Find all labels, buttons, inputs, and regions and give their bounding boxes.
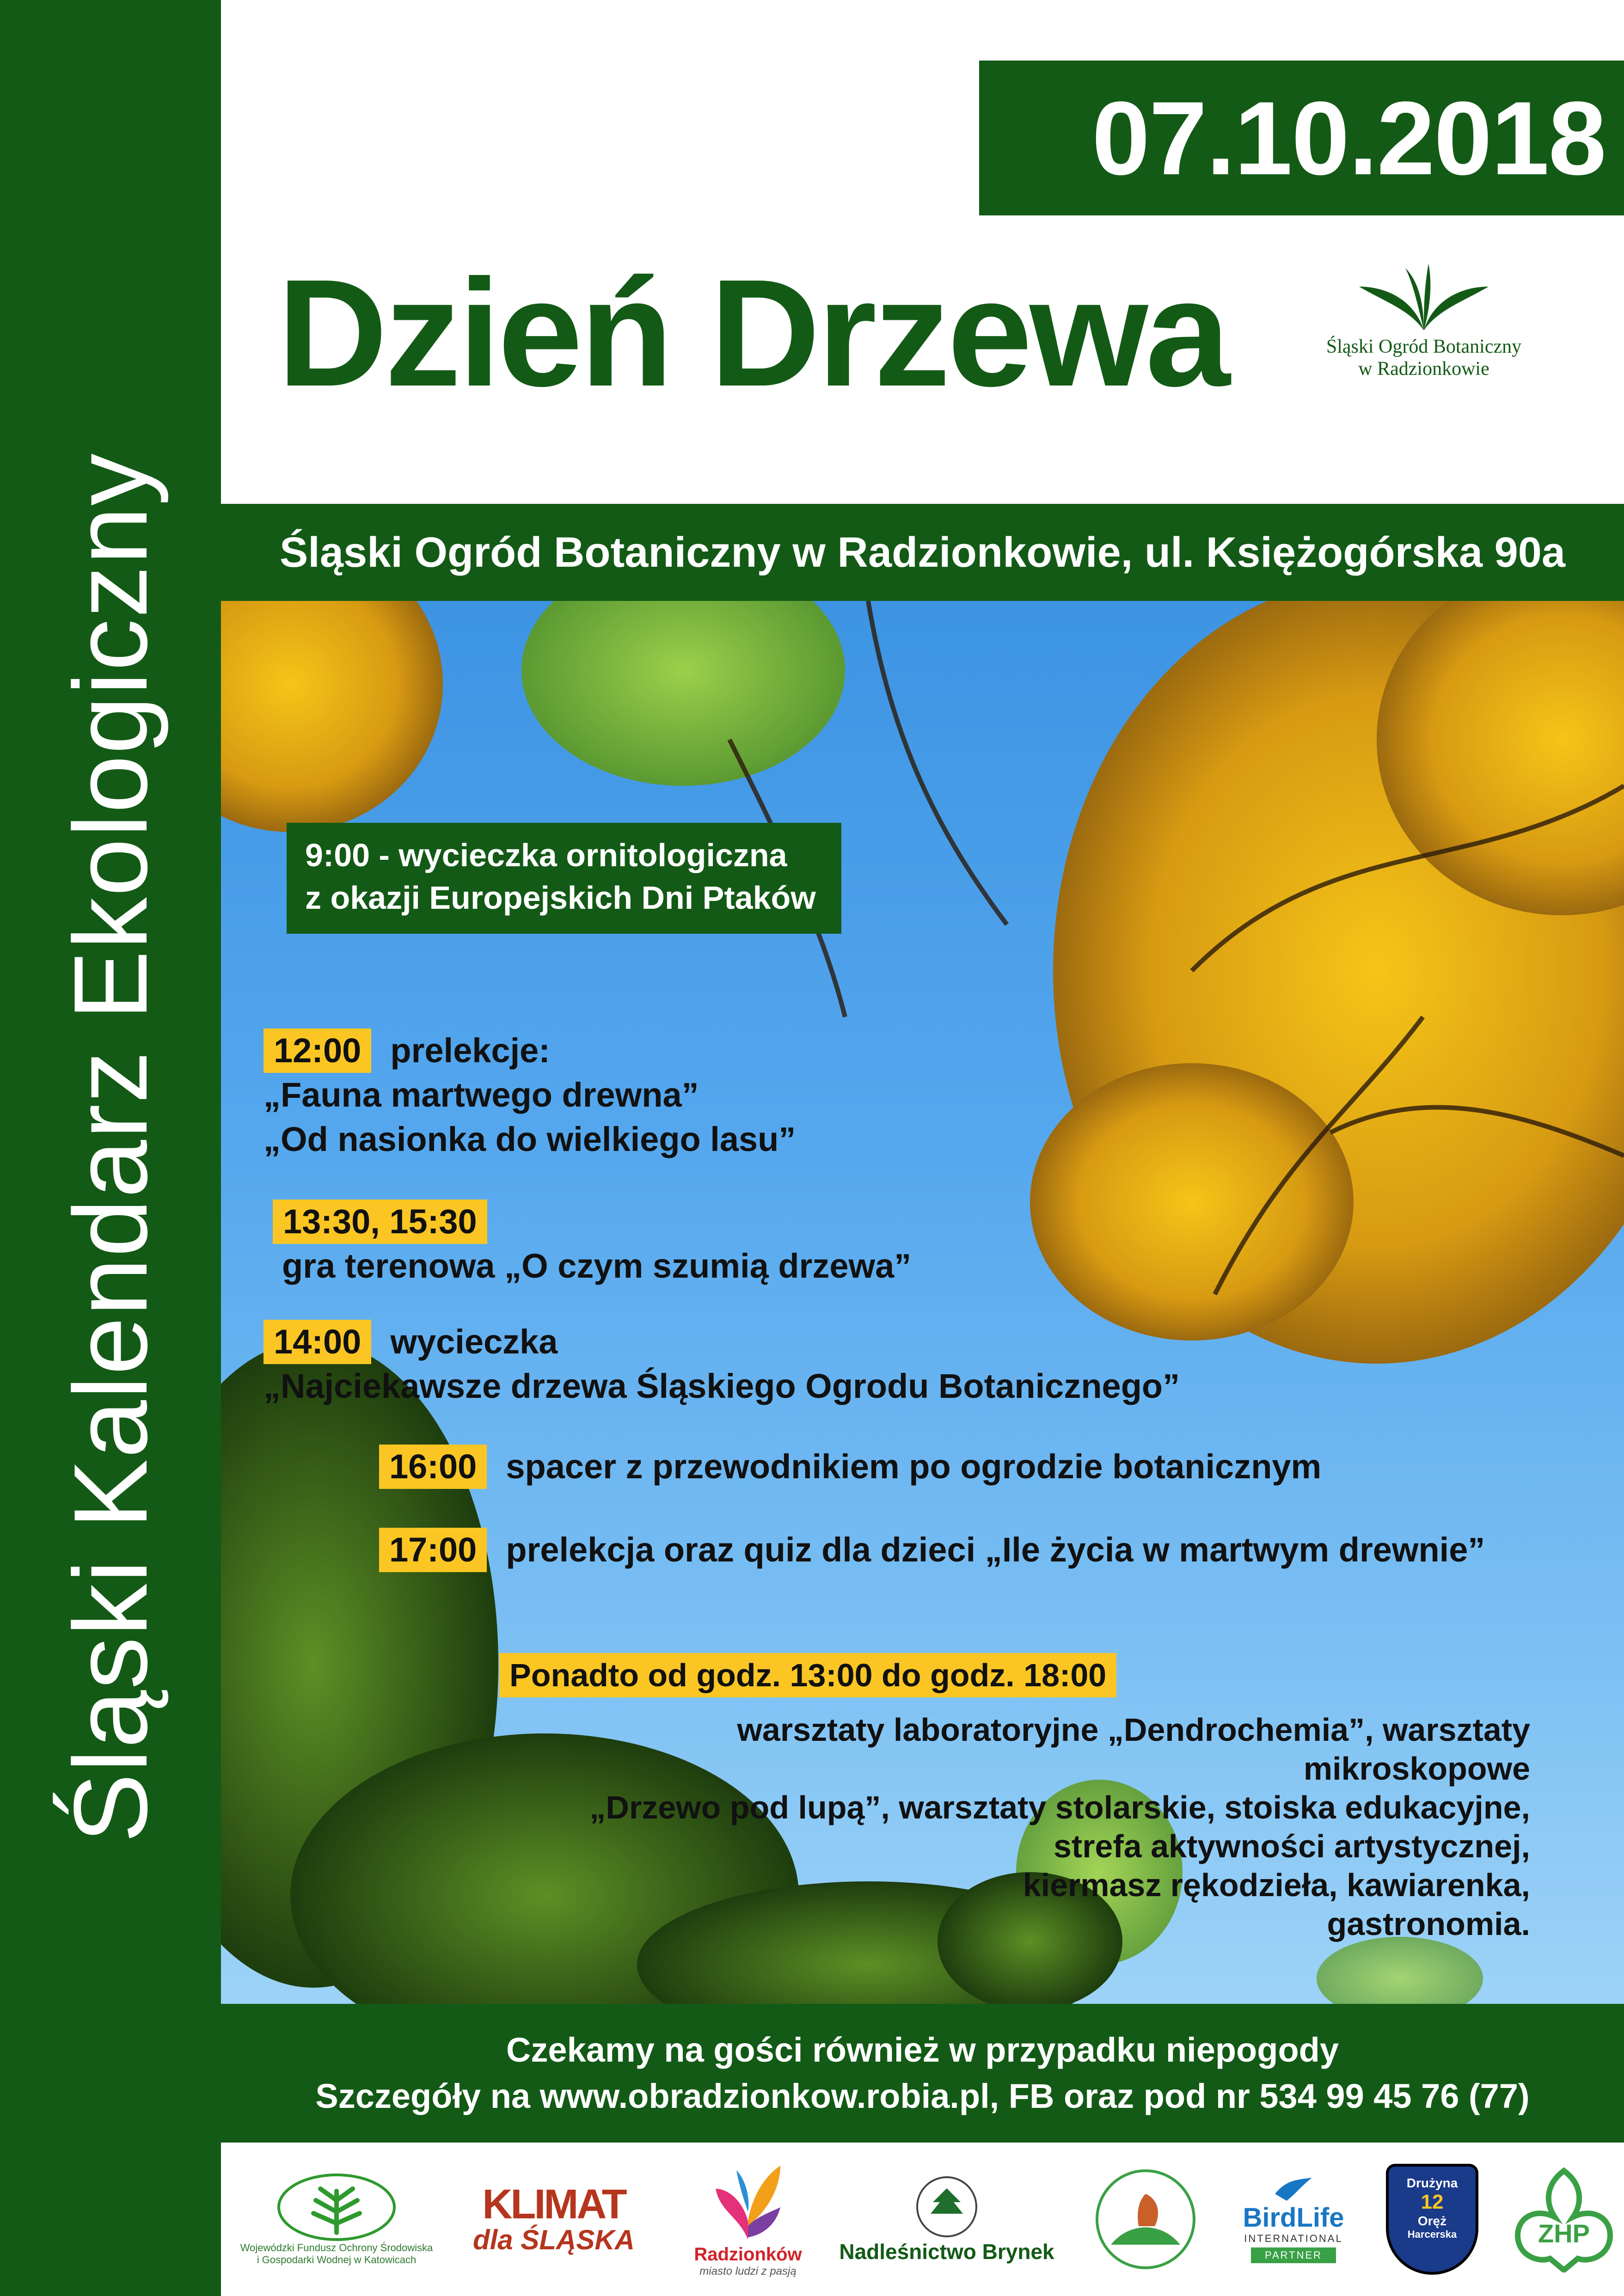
zhp-lily-icon (1513, 2166, 1615, 2272)
time-tag-3: 14:00 (264, 1320, 371, 1364)
birdlife-sub: INTERNATIONAL (1244, 2233, 1343, 2244)
extra-tag-wrap (499, 1653, 1116, 1697)
schedule-item-2-line1: gra terenowa „O czym szumią drzewa” (282, 1247, 912, 1285)
garden-logo-text (1308, 336, 1539, 380)
druzyna-number: 12 (1421, 2191, 1444, 2213)
address-bar: Śląski Ogród Botaniczny w Radzionkowie, ul. Księżogórska 90a (221, 504, 1624, 601)
birdlife-logo (1224, 2143, 1363, 2296)
time-tag-1: 12:00 (264, 1029, 371, 1073)
schedule-item-5 (379, 1528, 1485, 1572)
wfos-line2: i Gospodarki Wodnej w Katowicach (257, 2254, 417, 2265)
schedule-item-4 (379, 1445, 1321, 1489)
klimat-logo (447, 2143, 660, 2296)
birdlife-partner: PARTNER (1251, 2247, 1336, 2263)
zhp-text: ZHP (1538, 2219, 1590, 2248)
druzyna-line1: Drużyna (1406, 2176, 1458, 2190)
extra-line3: strefa aktywności artystycznej, (1053, 1828, 1530, 1864)
time-tag-5: 17:00 (379, 1528, 487, 1572)
druzyna-shield (1386, 2164, 1478, 2275)
schedule-item-3 (264, 1320, 1180, 1408)
birdlife-bird-icon (1273, 2175, 1314, 2203)
extra-activities (504, 1710, 1530, 1943)
lasy-panstwowe-icon (914, 2174, 979, 2239)
extra-line5: gastronomia. (1327, 1906, 1530, 1942)
druzyna-line2: Oręż (1417, 2214, 1447, 2228)
radzionkow-tagline: miasto ludzi z pasją (699, 2265, 797, 2278)
side-title: Śląski Kalendarz Ekologiczny (52, 453, 169, 1843)
sponsor-logos (221, 2143, 1624, 2296)
wfos-logo (239, 2143, 434, 2296)
bird-walk-line1: 9:00 - wycieczka ornitologiczna (305, 837, 787, 873)
garden-logo (1308, 254, 1539, 411)
bottom-info-bar (221, 2004, 1624, 2143)
klimat-line1: KLIMAT (482, 2181, 625, 2228)
brynek-logo (827, 2143, 1067, 2296)
extra-line2: „Drzewo pod lupą”, warsztaty stolarskie, stoiska edukacyjne, (589, 1789, 1530, 1825)
footer-line1: Czekamy na gości również w przypadku niepogody (506, 2031, 1339, 2069)
wfos-line1: Wojewódzki Fundusz Ochrony Środowiska (240, 2242, 433, 2253)
garden-logo-line2: w Radzionkowie (1358, 358, 1489, 380)
main-title: Dzień Drzewa (277, 247, 1228, 418)
schedule-item-5-line1: prelekcja oraz quiz dla dzieci „Ile życia w martwym drewnie” (506, 1531, 1485, 1569)
time-tag-2: 13:30, 15:30 (273, 1200, 487, 1244)
druzyna-line3: Harcerska (1407, 2229, 1457, 2240)
schedule-item-1-line1: prelekcje: (390, 1031, 550, 1070)
footer-line2: Szczegóły na www.obradzionkow.robia.pl, FB oraz pod nr 534 99 45 76 (77) (315, 2077, 1530, 2115)
schedule-item-2 (273, 1200, 911, 1288)
schedule-item-1 (264, 1029, 796, 1162)
bird-society-logo (1076, 2143, 1215, 2296)
radzionkow-name: Radzionków (694, 2244, 802, 2265)
zhp-logo (1506, 2143, 1622, 2296)
leaves-icon (1354, 254, 1493, 333)
bird-circle-icon (1092, 2166, 1199, 2272)
garden-logo-line1: Śląski Ogród Botaniczny (1326, 336, 1522, 357)
radzionkow-logo (679, 2143, 817, 2296)
bird-walk-line2: z okazji Europejskich Dni Ptaków (305, 880, 816, 916)
extra-line4: kiermasz rękodzieła, kawiarenka, (1023, 1867, 1530, 1903)
extra-time-tag: Ponadto od godz. 13:00 do godz. 18:00 (499, 1653, 1116, 1697)
brynek-name: Nadleśnictwo Brynek (839, 2240, 1054, 2264)
bird-walk-box (287, 823, 841, 934)
extra-line1: warsztaty laboratoryjne „Dendrochemia”, warsztaty mikroskopowe (737, 1712, 1530, 1787)
klimat-line2: dla ŚLĄSKA (472, 2224, 635, 2255)
time-tag-4: 16:00 (379, 1445, 487, 1489)
schedule-item-4-line1: spacer z przewodnikiem po ogrodzie botanicznym (506, 1447, 1322, 1486)
druzyna-logo (1372, 2143, 1492, 2296)
event-date: 07.10.2018 (979, 61, 1624, 215)
schedule-item-3-line1: wycieczka (390, 1322, 558, 1361)
schedule-item-3-line2: „Najciekawsze drzewa Śląskiego Ogrodu Botanicznego” (264, 1367, 1180, 1405)
schedule-item-1-line3: „Od nasionka do wielkiego lasu” (264, 1120, 796, 1158)
schedule-item-1-line2: „Fauna martwego drewna” (264, 1076, 699, 1114)
wfos-leaf-icon (276, 2173, 397, 2242)
birdlife-name: BirdLife (1243, 2203, 1344, 2233)
butterfly-icon (711, 2161, 785, 2244)
